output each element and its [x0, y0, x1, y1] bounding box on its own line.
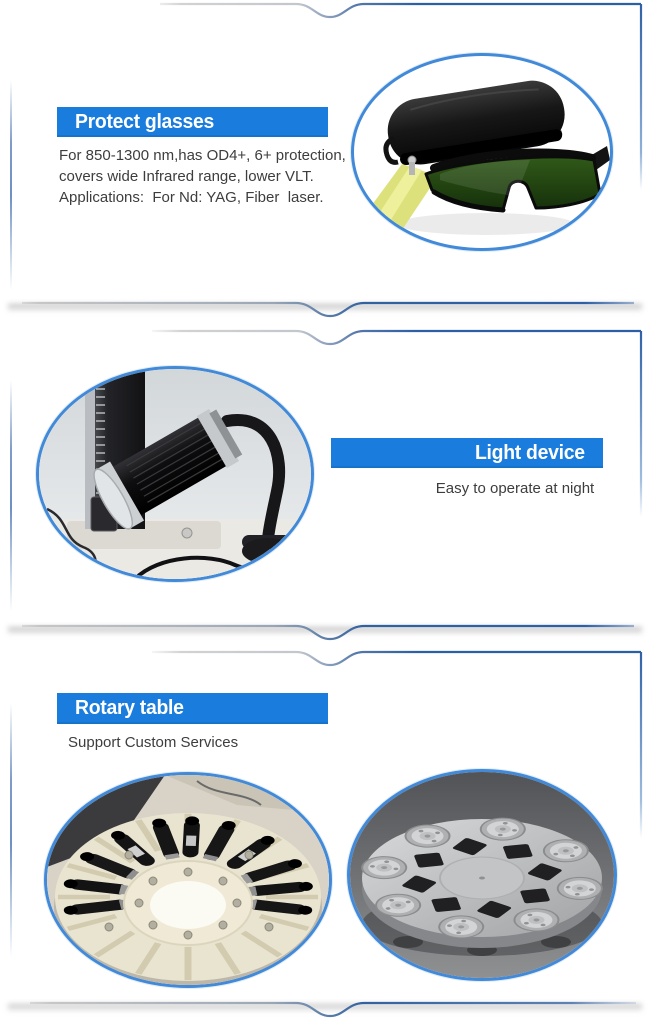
section-left-rule [10, 380, 12, 612]
section-left-rule [10, 80, 12, 290]
banner-protect-glasses [57, 107, 328, 137]
protect-glasses-description [59, 145, 359, 208]
body-line: covers wide Infrared range, lower VLT. [59, 168, 314, 185]
rotary-pen-fixture-photo [44, 772, 332, 988]
rotary-table-description: Support Custom Services [68, 734, 239, 751]
banner-rotary-table [57, 693, 328, 724]
page-bottom-rule [0, 996, 650, 1030]
body-line: For 850-1300 nm,has OD4+, 6+ protection, [59, 147, 346, 164]
light-device-description: Easy to operate at night [435, 480, 595, 497]
section-title: Light device [474, 441, 585, 464]
section-divider [0, 296, 650, 330]
body-line: Applications: For Nd: YAG, Fiber laser. [59, 189, 324, 206]
glasses-product-photo [351, 53, 613, 251]
section-title: Rotary table [75, 697, 184, 719]
section-title: Protect glasses [75, 110, 215, 133]
section-left-rule [10, 703, 12, 958]
banner-light-device [331, 438, 603, 468]
metal-rotary-plate-photo [347, 769, 617, 981]
light-device-product-photo [36, 366, 314, 582]
